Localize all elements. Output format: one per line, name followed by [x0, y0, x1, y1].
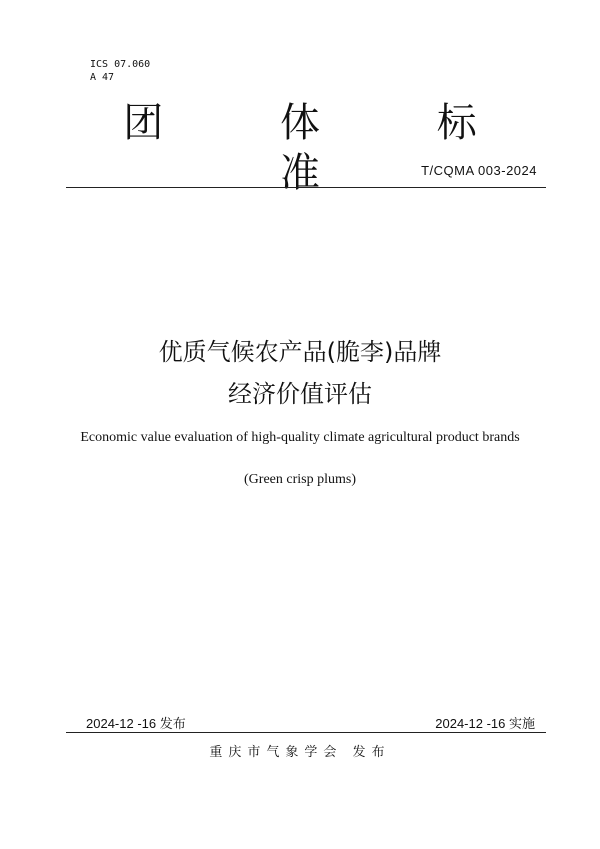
- title-zh-line2: 经济价值评估: [228, 380, 372, 408]
- footer-divider: [66, 732, 546, 733]
- classification-codes: [90, 58, 150, 84]
- title-en: Economic value evaluation of high-quality climate agricultural product brands: [80, 430, 520, 445]
- implement-date: 2024-12 -16 实施: [435, 716, 535, 731]
- standard-number: T/CQMA 003-2024: [421, 163, 537, 178]
- publisher: 重庆市气象学会 发布: [209, 745, 391, 760]
- title-zh-line1: 优质气候农产品(脆李)品牌: [158, 338, 442, 366]
- title-en-sub: (Green crisp plums): [244, 472, 356, 487]
- issue-date: 2024-12 -16 发布: [86, 716, 186, 731]
- header-divider: [66, 187, 546, 188]
- ccs-code: A 47: [90, 72, 115, 83]
- ics-code: ICS 07.060: [90, 59, 151, 70]
- standard-category-title: 团 体 标 准: [123, 100, 529, 196]
